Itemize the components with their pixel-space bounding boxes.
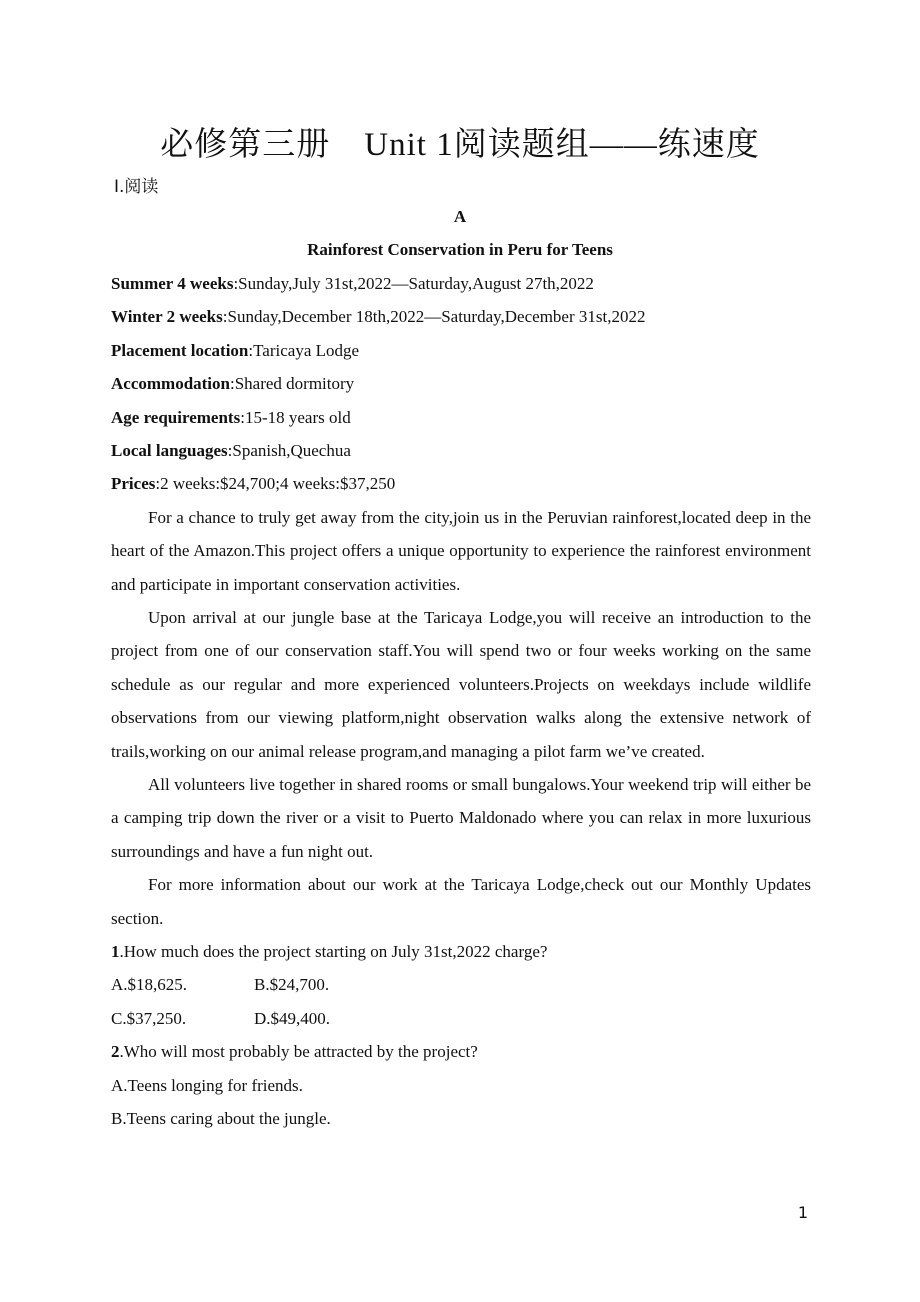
question-2 (111, 1035, 811, 1068)
info-line-prices (111, 467, 811, 500)
passage-title: Rainforest Conservation in Peru for Teens (307, 240, 613, 259)
info-line-age (111, 401, 811, 434)
info-label: Summer 4 weeks (111, 274, 234, 293)
question-number: 2 (111, 1042, 120, 1062)
info-value: :Sunday,December 18th,2022—Saturday,December 31st,2022 (222, 307, 646, 327)
options-row (111, 1002, 811, 1035)
info-value: :15-18 years old (240, 407, 351, 427)
option-b: B.Teens caring about the jungle. (111, 1108, 331, 1128)
info-label: Local languages (111, 440, 228, 460)
paragraph: All volunteers live together in shared rooms or small bungalows.Your weekend trip will either be a camping trip down the river or a visit to Puerto Maldonado where you can relax in more luxurious surroundings and have a fun night out. (111, 774, 811, 861)
page-number: 1 (797, 1203, 808, 1222)
info-value: :Sunday,July 31st,2022—Saturday,August 27th,2022 (233, 274, 594, 293)
option-d: D.$49,400. (254, 1008, 331, 1028)
info-value: :Spanish,Quechua (227, 440, 351, 460)
info-label: Age requirements (111, 407, 241, 427)
option-a: A.$18,625. (111, 975, 188, 995)
info-label: Winter 2 weeks (111, 307, 223, 327)
info-line-languages (111, 434, 811, 467)
question-number: 1 (111, 942, 120, 962)
question-text: .Who will most probably be attracted by the project? (119, 1042, 478, 1062)
info-value: :2 weeks:$24,700;4 weeks:$37,250 (155, 474, 396, 494)
paragraph: Upon arrival at our jungle base at the Taricaya Lodge,you will receive an introduction to the project from one of our conservation staff.You will spend two or four weeks working on the same schedule as our regular and more experienced volunteers.Projects on weekdays include wildlife observations from our viewing platform,night observation walks along the extensive network of trails,working on our animal release program,and managing a pilot farm we’ve created. (111, 607, 811, 761)
info-line-accommodation (111, 367, 811, 400)
options-row (111, 968, 811, 1001)
info-line-winter (111, 300, 811, 333)
info-line-location (111, 334, 811, 367)
passage-body (111, 267, 811, 1135)
passage-letter: A (453, 207, 467, 226)
document-title: 必修第三册 Unit 1阅读题组——练速度 (160, 127, 760, 163)
info-label: Accommodation (111, 374, 230, 394)
info-label: Prices (111, 474, 156, 494)
question-1 (111, 935, 811, 968)
info-value: :Taricaya Lodge (248, 340, 360, 360)
info-line-summer (111, 267, 811, 300)
paragraph: For more information about our work at the Taricaya Lodge,check out our Monthly Updates section. (111, 875, 811, 928)
option-c: C.$37,250. (111, 1008, 187, 1028)
option-a: A.Teens longing for friends. (111, 1075, 303, 1095)
question-text: .How much does the project starting on July 31st,2022 charge? (119, 942, 548, 962)
section-heading: Ⅰ.阅读 (114, 177, 159, 197)
option-b: B.$24,700. (254, 975, 330, 995)
info-label: Placement location (111, 340, 249, 360)
paragraph: For a chance to truly get away from the city,join us in the Peruvian rainforest,located deep in the heart of the Amazon.This project offers a unique opportunity to experience the rainforest environment and participate in important conservation activities. (111, 507, 811, 594)
info-value: :Shared dormitory (229, 374, 355, 394)
